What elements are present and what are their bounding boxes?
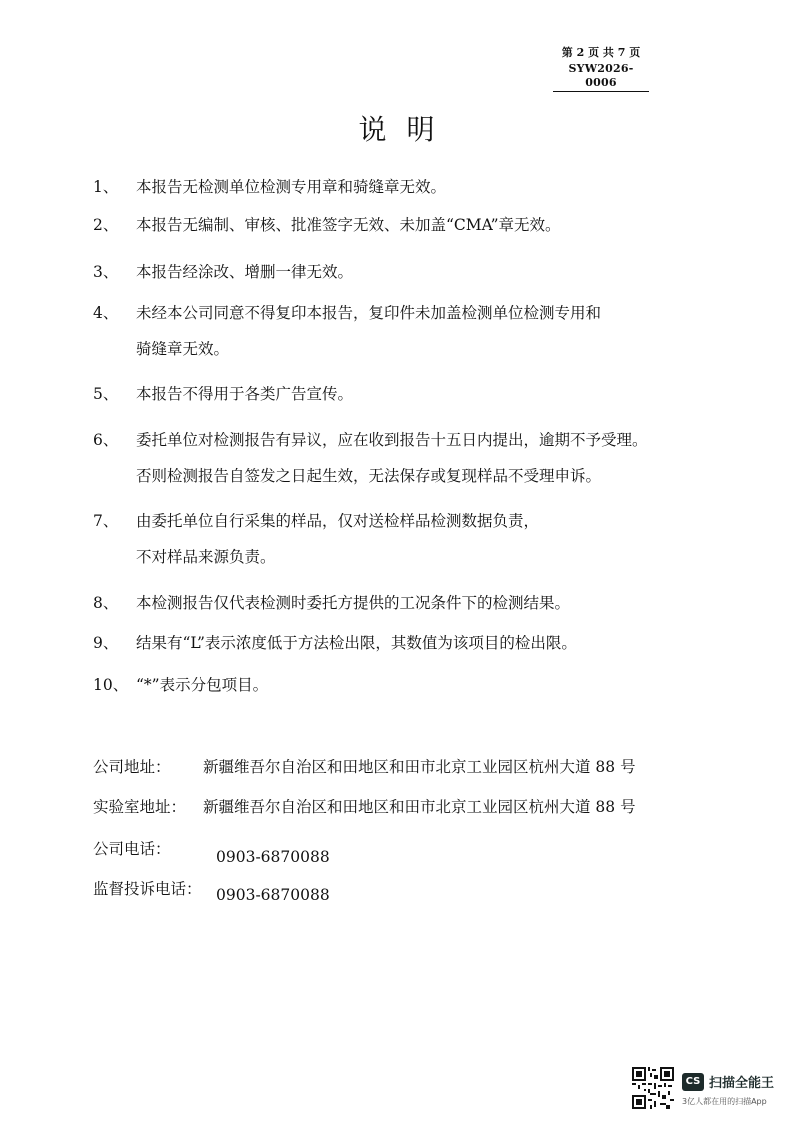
item-number: 3、 <box>93 263 119 281</box>
item-number: 4、 <box>93 304 119 322</box>
item-text: 未经本公司同意不得复印本报告，复印件未加盖检测单位检测专用和 <box>136 304 602 322</box>
item-number: 9、 <box>93 634 119 652</box>
complaint-phone-label: 监督投诉电话： <box>93 880 202 898</box>
company-phone: 0903-6870088 <box>216 848 330 866</box>
lab-address: 新疆维吾尔自治区和田地区和田市北京工业园区杭州大道 88 号 <box>203 798 636 816</box>
page-header <box>553 46 649 92</box>
item-text: 本报告无检测单位检测专用章和骑缝章无效。 <box>136 178 447 196</box>
item-text-continued: 不对样品来源负责。 <box>136 548 276 566</box>
item-number: 6、 <box>93 431 119 449</box>
item-text: 本报告不得用于各类广告宣传。 <box>136 385 354 403</box>
complaint-phone-row <box>93 878 330 904</box>
app-name: 扫描全能王 <box>709 1076 775 1091</box>
page-info: 第 2 页 共 7 页 <box>561 46 641 59</box>
item-number: 5、 <box>93 385 119 403</box>
item-text: 本报告无编制、审核、批准签字无效、未加盖“CMA”章无效。 <box>136 216 561 234</box>
company-address-row <box>93 756 636 778</box>
item-number: 1、 <box>93 178 119 196</box>
item-text: 结果有“L”表示浓度低于方法检出限，其数值为该项目的检出限。 <box>136 634 577 652</box>
scanner-watermark <box>632 1067 782 1111</box>
company-address: 新疆维吾尔自治区和田地区和田市北京工业园区杭州大道 88 号 <box>203 758 636 776</box>
report-code: SYW2026-0006 <box>553 62 649 92</box>
item-number: 10、 <box>93 676 129 694</box>
item-number: 7、 <box>93 512 119 530</box>
item-text: 本报告经涂改、增删一律无效。 <box>136 263 354 281</box>
page-title: 说明 <box>358 113 455 146</box>
item-text: “*”表示分包项目。 <box>136 676 269 694</box>
company-phone-label: 公司电话： <box>93 840 171 858</box>
complaint-phone: 0903-6870088 <box>216 886 330 904</box>
item-text: 委托单位对检测报告有异议，应在收到报告十五日内提出，逾期不予受理。 <box>136 431 648 449</box>
item-text-continued: 否则检测报告自签发之日起生效，无法保存或复现样品不受理申诉。 <box>136 467 602 485</box>
app-tagline: 3亿人都在用的扫描App <box>682 1097 767 1106</box>
item-text-continued: 骑缝章无效。 <box>136 340 230 358</box>
company-address-label: 公司地址： <box>93 758 171 776</box>
item-number: 8、 <box>93 594 119 612</box>
item-text: 本检测报告仅代表检测时委托方提供的工况条件下的检测结果。 <box>136 594 571 612</box>
company-phone-row <box>93 838 330 866</box>
lab-address-label: 实验室地址： <box>93 798 187 816</box>
item-text: 由委托单位自行采集的样品，仅对送检样品检测数据负责， <box>136 512 540 530</box>
lab-address-row <box>93 796 636 818</box>
cs-logo-icon: CS <box>682 1073 704 1091</box>
qr-code-icon <box>632 1067 674 1109</box>
item-number: 2、 <box>93 216 119 234</box>
